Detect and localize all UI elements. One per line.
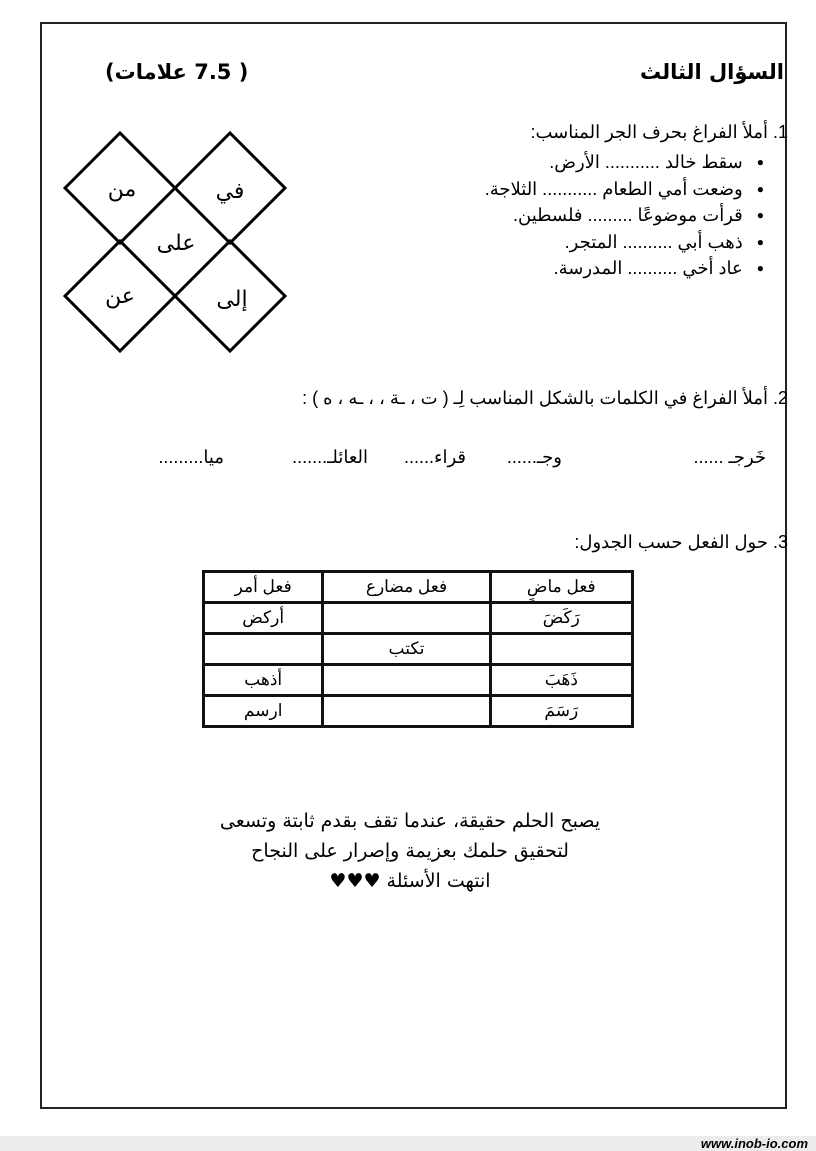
q3-prompt: 3. حول الفعل حسب الجدول:	[574, 532, 788, 552]
bottom-strip	[0, 1136, 816, 1151]
prepositions-diagram	[0, 0, 816, 400]
header-cell: فعل أمر	[204, 572, 323, 603]
prep-fi: في	[215, 179, 245, 204]
table-row	[204, 603, 633, 634]
table-row	[204, 665, 633, 696]
list-item: ● قرأت موضوعًا ......... فلسطين.	[485, 202, 764, 229]
closing-line-3: انتهت الأسئلة ♥♥♥	[329, 870, 491, 892]
table-row	[204, 696, 633, 727]
list-item: ● ذهب أبي .......... المتجر.	[485, 229, 764, 256]
table-header-row	[204, 572, 633, 603]
marks-label: ( 7.5 علامات)	[105, 60, 249, 84]
question-title: السؤال الثالث	[639, 60, 784, 84]
table-cell: ذَهَبَ	[490, 665, 632, 696]
table-cell: رَسَمَ	[490, 696, 632, 727]
table-cell[interactable]	[490, 634, 632, 665]
word-blank: ميا.........	[158, 447, 224, 467]
table-cell: رَكَضَ	[490, 603, 632, 634]
q2-prompt: 2. أملأ الفراغ في الكلمات بالشكل المناسب لِـ ( ت ، ـة ، ، ـه ، ه ) :	[302, 388, 788, 408]
prep-an: عن	[105, 284, 135, 309]
verbs-table	[202, 570, 634, 728]
table-cell[interactable]	[323, 696, 490, 727]
prep-min: من	[107, 177, 137, 202]
table-cell[interactable]	[323, 603, 490, 634]
list-item: ● عاد أخي .......... المدرسة.	[485, 255, 764, 282]
prep-ala: على	[156, 231, 196, 256]
table-cell: أركض	[204, 603, 323, 634]
watermark: www.inob-io.com	[700, 1136, 808, 1151]
list-item: ● وضعت أمي الطعام ........... الثلاجة.	[485, 176, 764, 203]
table-cell: ارسم	[204, 696, 323, 727]
q1-prompt: 1. أملأ الفراغ بحرف الجر المناسب:	[530, 122, 788, 142]
table-cell[interactable]	[204, 634, 323, 665]
header-cell: فعل ماضٍ	[490, 572, 632, 603]
closing-line-1: يصبح الحلم حقيقة، عندما تقف بقدم ثابتة وتسعى	[219, 810, 601, 832]
word-blank: قراء......	[403, 447, 466, 467]
table-cell: أذهب	[204, 665, 323, 696]
table-cell[interactable]	[323, 665, 490, 696]
header-cell: فعل مضارع	[323, 572, 490, 603]
table-cell: تكتب	[323, 634, 490, 665]
list-item: ● سقط خالد ........... الأرض.	[485, 149, 764, 176]
closing-line-2: لتحقيق حلمك بعزيمة وإصرار على النجاح	[251, 840, 569, 862]
prep-ila: إلى	[216, 287, 248, 312]
table-row	[204, 634, 633, 665]
word-blank: العائلـ.......	[292, 447, 368, 467]
word-blank: خَرجـ ......	[693, 447, 766, 467]
word-blank: وجـ......	[506, 447, 562, 467]
